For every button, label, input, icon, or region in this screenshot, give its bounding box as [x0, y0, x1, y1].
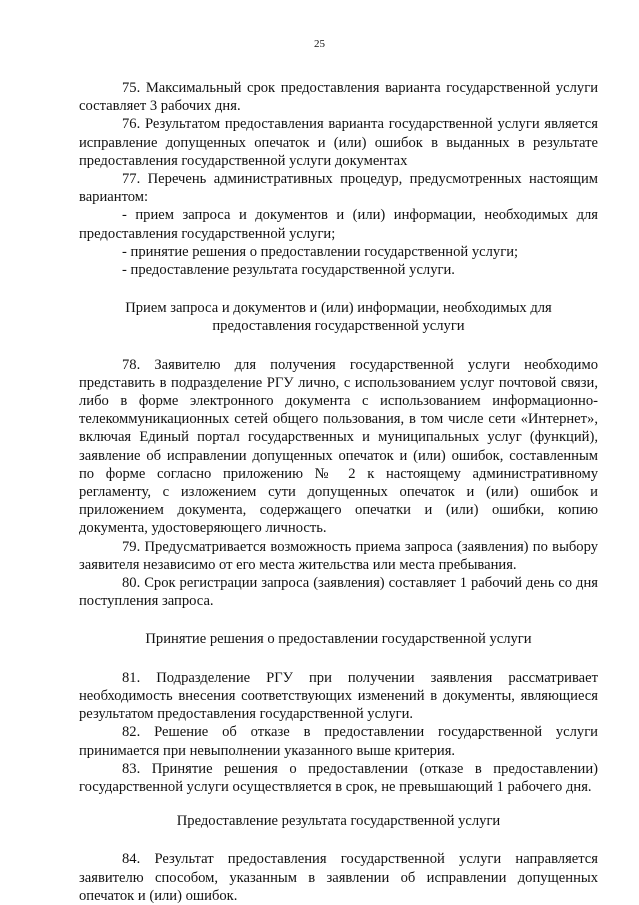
document-body — [79, 79, 598, 905]
section-heading-2: Принятие решения о предоставлении государственной услуги — [145, 631, 532, 648]
section-heading-3: Предоставление результата государственной услуги — [176, 813, 501, 830]
section-heading-1: Прием запроса и документов и (или) информации, необходимых для предоставления государственной услуги — [125, 300, 552, 335]
paragraph-83: 83. Принятие решения о предоставлении (отказе в предоставлении) государственной услуги осуществляется в срок, не превышающий 1 рабочего дня. — [79, 760, 598, 795]
page-number: 25 — [314, 38, 325, 50]
paragraph-79: 79. Предусматривается возможность приема запроса (заявления) по выбору заявителя независимо от его места жительства или места пребывания. — [79, 538, 598, 573]
paragraph-76: 76. Результатом предоставления варианта государственной услуги является исправление допущенных опечаток и (или) ошибок в выданных в результате предоставления государственной услуги документах — [79, 116, 598, 169]
paragraph-77: 77. Перечень административных процедур, предусмотренных настоящим вариантом: — [79, 171, 598, 206]
list-item-3: - предоставление результата государственной услуги. — [122, 262, 455, 279]
paragraph-75: 75. Максимальный срок предоставления варианта государственной услуги составляет 3 рабочих дня. — [79, 80, 598, 115]
paragraph-80: 80. Срок регистрации запроса (заявления) составляет 1 рабочий день со дня поступления запроса. — [79, 575, 598, 610]
paragraph-78: 78. Заявителю для получения государственной услуги необходимо представить в подразделение РГУ лично, с использованием услуг почтовой связи, либо в форме электронного документа с использованием информационно-телекоммуникационных сетей общего пользования, в том числе сети «Интернет», включая Единый портал государственных и муниципальных услуг (функций), заявление об исправлении допущенных опечаток и (или) ошибок, составленным по форме согласно приложению № 2 к настоящему административному регламенту, с изложением сути допущенных опечаток и (или) ошибок и приложением документа, содержащего опечатки и (или) ошибки, копию документа, удостоверяющего личность. — [79, 356, 598, 537]
paragraph-84: 84. Результат предоставления государственной услуги направляется заявителю способом, указанным в заявлении об исправлении допущенных опечаток и (или) ошибок. — [79, 851, 598, 904]
paragraph-82: 82. Решение об отказе в предоставлении государственной услуги принимается при невыполнении указанного выше критерия. — [79, 724, 598, 759]
list-item-1: - прием запроса и документов и (или) информации, необходимых для предоставления государственной услуги; — [79, 207, 598, 242]
paragraph-81: 81. Подразделение РГУ при получении заявления рассматривает необходимость внесения соответствующих изменений в документы, являющиеся результатом предоставления государственной услуги. — [79, 669, 598, 723]
list-item-2: - принятие решения о предоставлении государственной услуги; — [122, 243, 519, 260]
